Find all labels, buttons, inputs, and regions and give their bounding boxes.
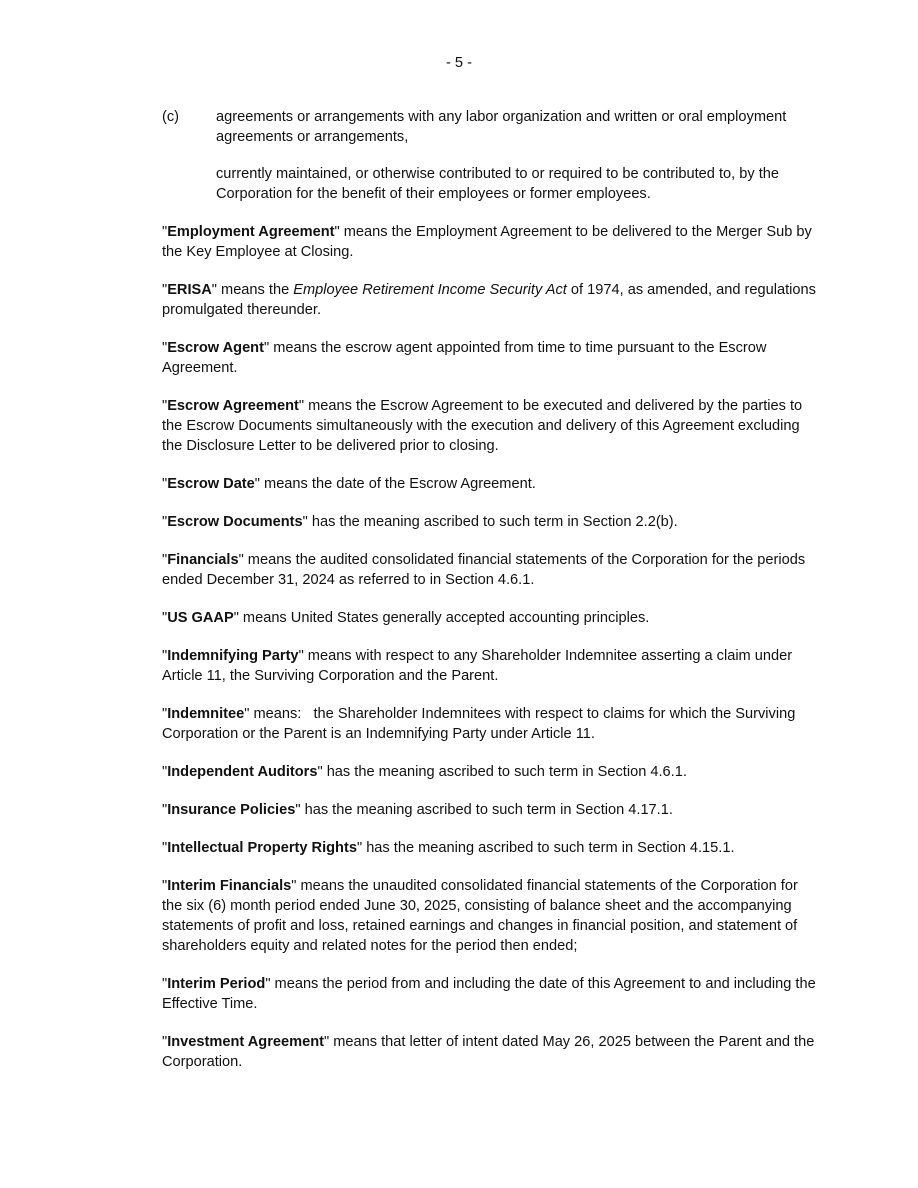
definition-term: Escrow Agreement: [167, 398, 299, 414]
definition-text: means that letter of intent dated May 26, 2025 between the Parent and the Corporation.: [162, 1034, 815, 1070]
definition-interim-period: "Interim Period" means the period from and including the date of this Agreement to and including the Effective Time.: [162, 976, 816, 1012]
definition-text: means: the Shareholder Indemnitees with respect to claims for which the Surviving Corporation or the Parent is an Indemnifying Party under Article 11.: [162, 706, 800, 742]
definition-term: Intellectual Property Rights: [167, 840, 357, 856]
page-number: - 5 -: [446, 55, 472, 71]
definition-us-gaap: "US GAAP" means United States generally accepted accounting principles.: [162, 610, 650, 626]
definition-employment-agreement: "Employment Agreement" means the Employment Agreement to be delivered to the Merger Sub by the Key Employee at Closing.: [162, 224, 812, 260]
definition-text: means with respect to any Shareholder Indemnitee asserting a claim under Article 11, the Surviving Corporation and the Parent.: [162, 648, 793, 684]
definitions-list: [162, 222, 822, 1072]
definition-term: Escrow Agent: [167, 340, 264, 356]
definition-erisa: "ERISA" means the Employee Retirement Income Security Act of 1974, as amended, and regulations promulgated thereunder.: [162, 282, 816, 318]
definition-text: means the Employment Agreement to be delivered to the Merger Sub by the Key Employee at Closing.: [162, 224, 812, 260]
definition-investment-agreement: "Investment Agreement" means that letter of intent dated May 26, 2025 between the Parent and the Corporation.: [162, 1034, 815, 1070]
definition-text: has the meaning ascribed to such term in Section 4.17.1.: [300, 802, 673, 818]
definition-intellectual-property-rights: "Intellectual Property Rights" has the meaning ascribed to such term in Section 4.15.1.: [162, 840, 735, 856]
definition-term: Indemnitee: [167, 706, 245, 722]
document-body: [162, 107, 822, 1090]
clause-c: [162, 107, 822, 147]
definition-term: Employment Agreement: [167, 224, 335, 240]
definition-term: Escrow Date: [167, 476, 255, 492]
definition-term: Escrow Documents: [167, 514, 303, 530]
definition-text: means the Escrow Agreement to be executed and delivered by the parties to the Escrow Documents simultaneously with the execution and delivery of this Agreement excluding the Disclosure Letter to be delivered prior to closing.: [162, 398, 803, 454]
definition-escrow-agreement: "Escrow Agreement" means the Escrow Agreement to be executed and delivered by the parties to the Escrow Documents simultaneously with the execution and delivery of this Agreement excluding the Disclosure Letter to be delivered prior to closing.: [162, 398, 803, 454]
definition-text: means the period from and including the date of this Agreement to and including the Effective Time.: [162, 976, 816, 1012]
definition-term: Investment Agreement: [167, 1034, 324, 1050]
clause-label: (c): [162, 109, 180, 125]
definition-text: means the audited consolidated financial statements of the Corporation for the periods ended December 31, 2024 as referred to in Section 4.6.1.: [162, 552, 806, 588]
definition-insurance-policies: "Insurance Policies" has the meaning ascribed to such term in Section 4.17.1.: [162, 802, 673, 818]
clause-continuation: currently maintained, or otherwise contributed to or required to be contributed to, by the Corporation for the benefit of their employees or former employees.: [216, 166, 779, 202]
statute-name: Employee Retirement Income Security Act: [293, 282, 567, 298]
definition-escrow-agent: "Escrow Agent" means the escrow agent appointed from time to time pursuant to the Escrow Agreement.: [162, 340, 767, 376]
definition-term: Interim Financials: [167, 878, 292, 894]
definition-text: means the: [216, 282, 294, 298]
definition-text: means United States generally accepted accounting principles.: [238, 610, 650, 626]
definition-text: of 1974, as amended, and regulations promulgated thereunder.: [162, 282, 816, 318]
definition-escrow-date: "Escrow Date" means the date of the Escrow Agreement.: [162, 476, 536, 492]
definition-indemnifying-party: "Indemnifying Party" means with respect to any Shareholder Indemnitee asserting a claim under Article 11, the Surviving Corporation and the Parent.: [162, 648, 793, 684]
definition-term: Insurance Policies: [167, 802, 296, 818]
definition-term: US GAAP: [167, 610, 234, 626]
definition-independent-auditors: "Independent Auditors" has the meaning ascribed to such term in Section 4.6.1.: [162, 764, 687, 780]
definition-term: ERISA: [167, 282, 212, 298]
definition-text: has the meaning ascribed to such term in Section 2.2(b).: [307, 514, 678, 530]
clause-text: agreements or arrangements with any labor organization and written or oral employment agreements or arrangements,: [216, 109, 787, 145]
definition-term: Indemnifying Party: [167, 648, 299, 664]
definition-financials: "Financials" means the audited consolidated financial statements of the Corporation for the periods ended December 31, 2024 as referred to in Section 4.6.1.: [162, 552, 806, 588]
definition-text: has the meaning ascribed to such term in Section 4.15.1.: [362, 840, 735, 856]
definition-text: has the meaning ascribed to such term in Section 4.6.1.: [322, 764, 687, 780]
definition-text: means the unaudited consolidated financial statements of the Corporation for the six (6) month period ended June 30, 2025, consisting of balance sheet and the accompanying statements of profit and loss, retained earnings and changes in financial position, and statement of shareholders equity and related notes for the period then ended;: [162, 878, 798, 954]
definition-interim-financials: "Interim Financials" means the unaudited consolidated financial statements of the Corporation for the six (6) month period ended June 30, 2025, consisting of balance sheet and the accompanying statements of profit and loss, retained earnings and changes in financial position, and statement of shareholders equity and related notes for the period then ended;: [162, 878, 798, 954]
definition-term: Interim Period: [167, 976, 266, 992]
definition-term: Financials: [167, 552, 239, 568]
definition-escrow-documents: "Escrow Documents" has the meaning ascribed to such term in Section 2.2(b).: [162, 514, 678, 530]
definition-text: means the escrow agent appointed from time to time pursuant to the Escrow Agreement.: [162, 340, 767, 376]
definition-term: Independent Auditors: [167, 764, 318, 780]
definition-indemnitee: "Indemnitee" means: the Shareholder Indemnitees with respect to claims for which the Surviving Corporation or the Parent is an Indemnifying Party under Article 11.: [162, 706, 800, 742]
definition-text: means the date of the Escrow Agreement.: [259, 476, 536, 492]
